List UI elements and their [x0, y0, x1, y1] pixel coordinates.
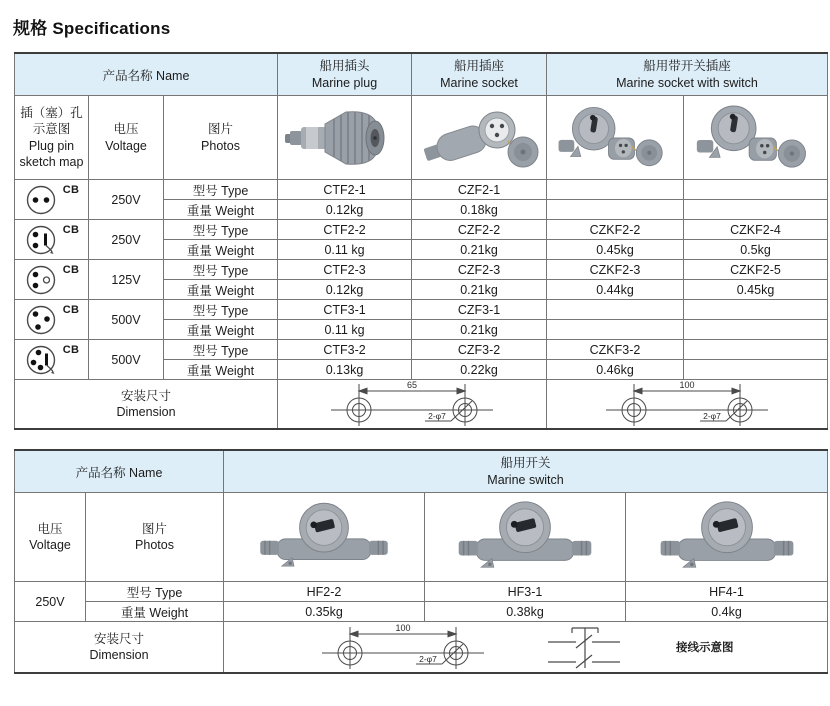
name-header-cell: 产品名称 Name [15, 450, 224, 493]
cb-mark: CB [62, 303, 80, 316]
pin-sketch-cell [15, 220, 89, 260]
cb-mark: CB [62, 183, 80, 196]
weight-label-cell: 重量 Weight [164, 360, 278, 380]
weight-value-cell: 0.5kg [684, 240, 828, 260]
weight-value-cell: 0.18kg [412, 200, 547, 220]
plug-pin-header-zh2: 示意图 [32, 122, 71, 136]
voltage-cell: 125V [89, 260, 164, 300]
type-value-cell: CZKF2-3 [547, 260, 684, 280]
dimension-drawing-cell [224, 622, 828, 674]
svg-text:2-φ7: 2-φ7 [703, 411, 721, 421]
table1-photos-row [15, 96, 828, 180]
dimension-label-zh: 安装尺寸 [93, 631, 144, 646]
weight-value-cell: 0.21kg [412, 280, 547, 300]
cb-mark: CB [62, 263, 80, 276]
weight-value-cell [684, 360, 828, 380]
type-label-cell: 型号 Type [164, 300, 278, 320]
pin-sketch-2pin-icon [24, 181, 62, 219]
table2-header-row [15, 450, 828, 493]
type-value-cell: CZKF3-2 [547, 340, 684, 360]
weight-value-cell: 0.4kg [626, 602, 828, 622]
weight-value-cell: 0.45kg [547, 240, 684, 260]
voltage-header-cell [15, 493, 86, 582]
dimension-label-en: Dimension [116, 405, 176, 419]
voltage-header-en: Voltage [29, 538, 71, 552]
type-value-cell: CTF2-1 [278, 180, 412, 200]
marine-switch-photo [249, 497, 399, 577]
voltage-header-zh: 电压 [113, 122, 139, 136]
pin-sketch-cell [15, 340, 89, 380]
weight-value-cell: 0.12kg [278, 200, 412, 220]
table-row [15, 602, 828, 622]
table1-header-row [15, 53, 828, 96]
voltage-cell: 500V [89, 340, 164, 380]
svg-text:2-φ7: 2-φ7 [428, 411, 446, 421]
type-value-cell: CZF2-3 [412, 260, 547, 280]
pin-sketch-cell [15, 180, 89, 220]
marine-socket-header-zh: 船用插座 [453, 59, 504, 73]
plug-pin-header-en2: sketch map [19, 155, 84, 169]
weight-value-cell: 0.38kg [425, 602, 626, 622]
photos-header-en: Photos [135, 538, 174, 552]
switch-spec-table [14, 449, 828, 674]
marine-switch-header-zh: 船用开关 [500, 456, 551, 470]
photos-header-zh: 图片 [207, 122, 233, 136]
svg-text:2-φ7: 2-φ7 [419, 654, 437, 664]
marine-switch-header-en: Marine switch [487, 472, 564, 487]
pin-sketch-cell [15, 260, 89, 300]
wiring-diagram-label: 接线示意图 [676, 642, 734, 654]
weight-label-cell: 重量 Weight [164, 240, 278, 260]
weight-label-cell: 重量 Weight [164, 280, 278, 300]
table-row [15, 582, 828, 602]
pin-sketch-cell [15, 300, 89, 340]
table-row [15, 180, 828, 200]
type-label-cell: 型号 Type [86, 582, 224, 602]
type-value-cell: CZF2-2 [412, 220, 547, 240]
weight-label-cell: 重量 Weight [86, 602, 224, 622]
type-value-cell [547, 180, 684, 200]
mounting-dimension-drawing [323, 380, 501, 428]
type-value-cell: HF3-1 [425, 582, 626, 602]
type-label-cell: 型号 Type [164, 260, 278, 280]
marine-socket-header-cell [412, 53, 547, 96]
weight-value-cell: 0.21kg [412, 240, 547, 260]
marine-switch-header-cell [224, 450, 828, 493]
socket-with-switch-photo [553, 102, 677, 174]
type-value-cell: CZF3-2 [412, 340, 547, 360]
pin-sketch-2pin-earth-icon [24, 221, 62, 259]
dimension-drawing-cell [278, 380, 547, 430]
voltage-header-en: Voltage [105, 138, 147, 153]
page-title: 规格 Specifications [13, 19, 171, 38]
dimension-label-cell [15, 622, 224, 674]
marine-switch-photo [647, 496, 807, 578]
svg-text:100: 100 [679, 380, 695, 390]
dimension-drawing-cell [547, 380, 828, 430]
socket-with-switch-photo-cell-2 [684, 96, 828, 180]
type-value-cell: CZF3-1 [412, 300, 547, 320]
table-row [15, 260, 828, 280]
weight-label-cell: 重量 Weight [164, 320, 278, 340]
weight-value-cell [684, 320, 828, 340]
marine-plug-header-en: Marine plug [311, 75, 378, 90]
weight-value-cell [547, 320, 684, 340]
weight-value-cell: 0.13kg [278, 360, 412, 380]
wiring-diagram-icon [542, 622, 626, 672]
type-value-cell: CZKF2-2 [547, 220, 684, 240]
marine-socket-photo-cell [412, 96, 547, 180]
plug-socket-spec-table [14, 52, 828, 430]
socket-with-switch-header-en: Marine socket with switch [616, 75, 758, 90]
type-value-cell [547, 300, 684, 320]
table-row [15, 300, 828, 320]
table-row [15, 340, 828, 360]
weight-value-cell: 0.12kg [278, 280, 412, 300]
marine-socket-photo [415, 100, 543, 176]
svg-text:100: 100 [395, 623, 411, 633]
plug-pin-header-zh1: 插（塞）孔 [20, 105, 83, 120]
weight-value-cell: 0.11 kg [278, 240, 412, 260]
cb-mark: CB [62, 343, 80, 356]
table-row [15, 220, 828, 240]
voltage-cell: 500V [89, 300, 164, 340]
dimension-label-zh: 安装尺寸 [120, 388, 171, 403]
weight-value-cell: 0.22kg [412, 360, 547, 380]
type-value-cell: CTF2-2 [278, 220, 412, 240]
marine-switch-photo-cell [425, 493, 626, 582]
cb-mark: CB [62, 223, 80, 236]
type-value-cell: CZKF2-5 [684, 260, 828, 280]
socket-with-switch-photo [691, 101, 821, 175]
voltage-cell: 250V [15, 582, 86, 622]
type-value-cell [684, 180, 828, 200]
type-value-cell: CZF2-1 [412, 180, 547, 200]
weight-value-cell: 0.44kg [547, 280, 684, 300]
weight-value-cell [684, 200, 828, 220]
type-value-cell: CTF3-2 [278, 340, 412, 360]
table2-dimension-row [15, 622, 828, 674]
table1-dimension-row [15, 380, 828, 430]
weight-label-cell: 重量 Weight [164, 200, 278, 220]
pin-sketch-2pin-pilot-icon [24, 261, 62, 299]
voltage-header-cell [89, 96, 164, 180]
mounting-dimension-drawing [314, 623, 492, 671]
plug-pin-header-en1: Plug pin [28, 138, 75, 153]
weight-value-cell: 0.35kg [224, 602, 425, 622]
photos-header-cell [164, 96, 278, 180]
type-label-cell: 型号 Type [164, 180, 278, 200]
type-value-cell [684, 300, 828, 320]
socket-with-switch-photo-cell-1 [547, 96, 684, 180]
marine-switch-photo-cell [626, 493, 828, 582]
marine-switch-photo [447, 496, 603, 578]
type-value-cell [684, 340, 828, 360]
marine-plug-photo [282, 100, 408, 176]
socket-with-switch-header-cell [547, 53, 828, 96]
type-value-cell: CTF2-3 [278, 260, 412, 280]
weight-value-cell: 0.11 kg [278, 320, 412, 340]
dimension-label-en: Dimension [89, 648, 149, 662]
weight-value-cell: 0.46kg [547, 360, 684, 380]
type-label-cell: 型号 Type [164, 220, 278, 240]
name-header-cell: 产品名称 Name [15, 53, 278, 96]
voltage-header-zh: 电压 [37, 521, 63, 536]
photos-header-zh: 图片 [141, 521, 167, 536]
dimension-label-cell [15, 380, 278, 430]
marine-socket-header-en: Marine socket [440, 75, 518, 90]
pin-sketch-3pin-earth-icon [24, 341, 62, 379]
voltage-cell: 250V [89, 220, 164, 260]
marine-switch-photo-cell [224, 493, 425, 582]
type-value-cell: HF4-1 [626, 582, 828, 602]
type-value-cell: CZKF2-4 [684, 220, 828, 240]
table2-photos-row [15, 493, 828, 582]
marine-plug-header-cell [278, 53, 412, 96]
marine-plug-photo-cell [278, 96, 412, 180]
socket-with-switch-header-zh: 船用带开关插座 [643, 59, 731, 73]
pin-sketch-3pin-icon [24, 301, 62, 339]
type-value-cell: HF2-2 [224, 582, 425, 602]
plug-pin-sketch-header-cell [15, 96, 89, 180]
photos-header-en: Photos [201, 138, 240, 153]
voltage-cell: 250V [89, 180, 164, 220]
mounting-dimension-drawing [598, 380, 776, 428]
photos-header-cell [86, 493, 224, 582]
marine-plug-header-zh: 船用插头 [319, 59, 370, 73]
weight-value-cell [547, 200, 684, 220]
weight-value-cell: 0.21kg [412, 320, 547, 340]
type-value-cell: CTF3-1 [278, 300, 412, 320]
type-label-cell: 型号 Type [164, 340, 278, 360]
weight-value-cell: 0.45kg [684, 280, 828, 300]
svg-text:65: 65 [406, 380, 418, 390]
